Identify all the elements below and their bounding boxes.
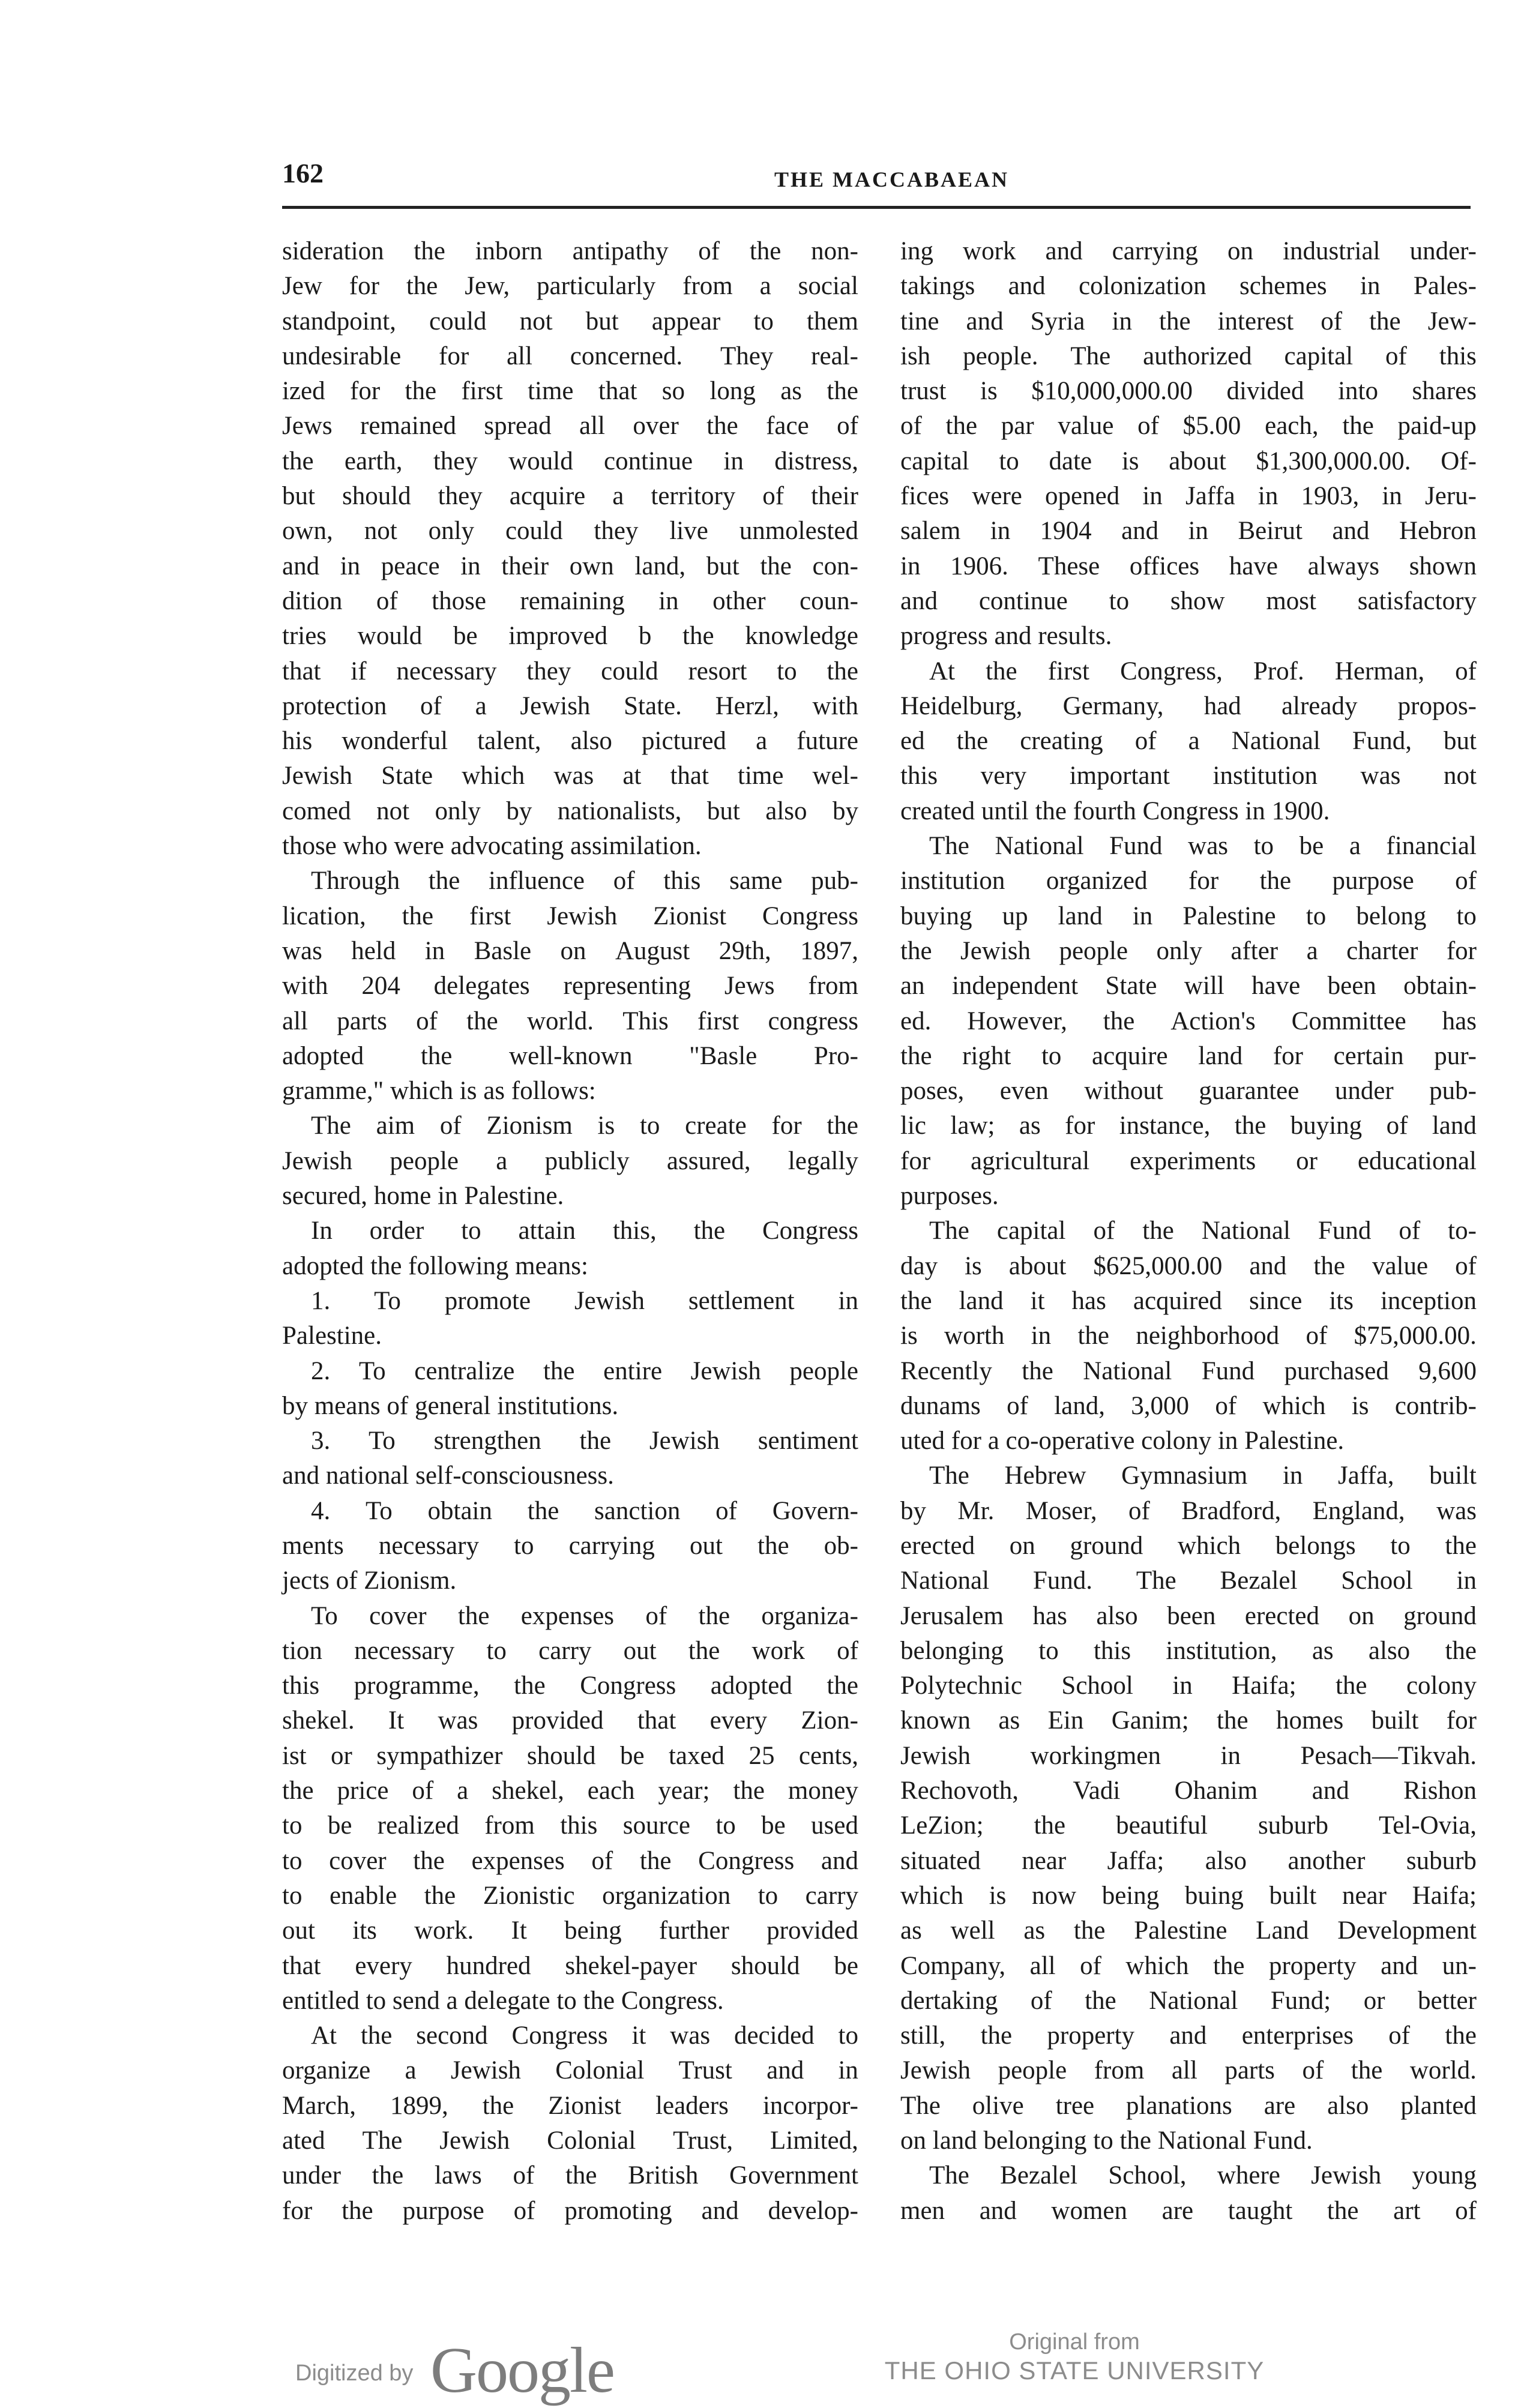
text-line: sideration the inborn antipathy of the non- — [282, 237, 858, 265]
text-line: this programme, the Congress adopted the — [282, 1672, 858, 1700]
text-line: to enable the Zionistic organization to carry — [282, 1881, 858, 1910]
text-line: with 204 delegates representing Jews from — [282, 972, 858, 1001]
text-line: Jewish people a publicly assured, legally — [282, 1146, 858, 1175]
text-line: tine and Syria in the interest of the Jew- — [900, 307, 1477, 336]
text-line: Jews remained spread all over the face of — [282, 412, 858, 441]
text-line: LeZion; the beautiful suburb Tel-Ovia, — [900, 1811, 1477, 1840]
text-line: tion necessary to carry out the work of — [282, 1636, 858, 1665]
text-line: day is about $625,000.00 and the value of — [900, 1251, 1477, 1280]
text-line: shekel. It was provided that every Zion- — [282, 1706, 858, 1735]
text-line: Palestine. — [282, 1322, 382, 1350]
digitized-by-label: Digitized by — [295, 2361, 414, 2386]
text-line: and in peace in their own land, but the con- — [282, 552, 858, 580]
text-line: is worth in the neighborhood of $75,000.00. — [900, 1322, 1477, 1350]
text-line: 4. To obtain the sanction of Govern- — [311, 1496, 858, 1525]
text-line: belonging to this institution, as also the — [900, 1636, 1477, 1665]
text-line: dertaking of the National Fund; or better — [900, 1986, 1477, 2015]
text-line: the price of a shekel, each year; the money — [282, 1777, 858, 1805]
text-line: jects of Zionism. — [282, 1567, 457, 1595]
text-line: adopted the well-known "Basle Pro- — [282, 1041, 858, 1070]
text-line: ated The Jewish Colonial Trust, Limited, — [282, 2127, 858, 2155]
text-line: Recently the National Fund purchased 9,600 — [900, 1356, 1477, 1385]
text-line: by means of general institutions. — [282, 1391, 619, 1420]
text-line: dunams of land, 3,000 of which is contrib- — [900, 1391, 1477, 1420]
text-line: Jew for the Jew, particularly from a social — [282, 272, 858, 301]
text-line: National Fund. The Bezalel School in — [900, 1567, 1477, 1595]
text-line: poses, even without guarantee under pub- — [900, 1077, 1477, 1106]
text-line: ed the creating of a National Fund, but — [900, 727, 1477, 756]
text-line: To cover the expenses of the organiza- — [311, 1601, 858, 1630]
text-line: but should they acquire a territory of their — [282, 482, 858, 511]
text-line: Jewish workingmen in Pesach—Tikvah. — [900, 1741, 1477, 1770]
text-line: Through the influence of this same pub- — [311, 867, 858, 895]
text-line: undesirable for all concerned. They real- — [282, 342, 858, 370]
text-line: The capital of the National Fund of to- — [929, 1217, 1477, 1245]
text-line: 1. To promote Jewish settlement in — [311, 1286, 858, 1315]
text-line: standpoint, could not but appear to them — [282, 307, 858, 336]
text-line: entitled to send a delegate to the Congress. — [282, 1986, 724, 2015]
text-line: The olive tree planations are also planted — [900, 2091, 1477, 2120]
text-line: adopted the following means: — [282, 1251, 588, 1280]
text-line: to be realized from this source to be used — [282, 1811, 858, 1840]
text-line: tries would be improved b the knowledge — [282, 622, 858, 651]
text-line: erected on ground which belongs to the — [900, 1531, 1477, 1560]
text-line: this very important institution was not — [900, 762, 1477, 790]
original-from-label: Original from — [1009, 2329, 1140, 2355]
text-line: lication, the first Jewish Zionist Congress — [282, 901, 858, 930]
text-line: was held in Basle on August 29th, 1897, — [282, 936, 858, 965]
text-line: trust is $10,000,000.00 divided into shares — [900, 377, 1477, 406]
text-line: his wonderful talent, also pictured a future — [282, 727, 858, 756]
text-line: created until the fourth Congress in 1900. — [900, 796, 1330, 825]
text-line: that if necessary they could resort to the — [282, 657, 858, 685]
text-line: The Hebrew Gymnasium in Jaffa, built — [929, 1461, 1477, 1490]
text-line: Jerusalem has also been erected on ground — [900, 1601, 1477, 1630]
text-line: own, not only could they live unmolested — [282, 517, 858, 546]
text-line: out its work. It being further provided — [282, 1916, 858, 1945]
text-line: Heidelburg, Germany, had already propos- — [900, 691, 1477, 720]
text-line: uted for a co-operative colony in Palestine. — [900, 1427, 1345, 1455]
text-line: under the laws of the British Government — [282, 2161, 858, 2190]
text-line: and national self-consciousness. — [282, 1461, 614, 1490]
text-line: Jewish people from all parts of the world. — [900, 2056, 1477, 2085]
text-line: comed not only by nationalists, but also by — [282, 796, 858, 825]
text-line: secured, home in Palestine. — [282, 1182, 564, 1211]
text-line: ments necessary to carrying out the ob- — [282, 1531, 858, 1560]
page-header — [282, 157, 1471, 205]
text-line: for agricultural experiments or educational — [900, 1146, 1477, 1175]
text-line: the Jewish people only after a charter for — [900, 936, 1477, 965]
text-line: 2. To centralize the entire Jewish people — [311, 1356, 858, 1385]
text-line: At the first Congress, Prof. Herman, of — [929, 657, 1477, 685]
text-line: still, the property and enterprises of the — [900, 2021, 1477, 2050]
text-line: institution organized for the purpose of — [900, 867, 1477, 895]
text-line: which is now being buing built near Haifa; — [900, 1881, 1477, 1910]
text-line: salem in 1904 and in Beirut and Hebron — [900, 517, 1477, 546]
text-line: ish people. The authorized capital of this — [900, 342, 1477, 370]
left-column — [282, 234, 858, 2229]
text-line: March, 1899, the Zionist leaders incorpor- — [282, 2091, 858, 2120]
text-line: men and women are taught the art of — [900, 2196, 1477, 2225]
text-line: gramme," which is as follows: — [282, 1077, 596, 1106]
text-line: ist or sympathizer should be taxed 25 cents, — [282, 1741, 858, 1770]
text-line: The aim of Zionism is to create for the — [311, 1112, 858, 1140]
text-line: the land it has acquired since its inception — [900, 1286, 1477, 1315]
text-line: ed. However, the Action's Committee has — [900, 1007, 1477, 1035]
text-line: 3. To strengthen the Jewish sentiment — [311, 1427, 858, 1455]
text-line: in 1906. These offices have always shown — [900, 552, 1477, 580]
text-line: purposes. — [900, 1182, 999, 1211]
header-rule — [282, 206, 1471, 209]
right-column — [900, 234, 1477, 2229]
text-line: Jewish State which was at that time wel- — [282, 762, 858, 790]
text-line: on land belonging to the National Fund. — [900, 2127, 1313, 2155]
text-line: all parts of the world. This first congress — [282, 1007, 858, 1035]
text-line: lic law; as for instance, the buying of land — [900, 1112, 1477, 1140]
text-line: Company, all of which the property and un- — [900, 1951, 1477, 1980]
text-line: situated near Jaffa; also another suburb — [900, 1846, 1477, 1875]
text-line: buying up land in Palestine to belong to — [900, 901, 1477, 930]
text-line: takings and colonization schemes in Pales- — [900, 272, 1477, 301]
text-line: The Bezalel School, where Jewish young — [929, 2161, 1477, 2190]
text-line: The National Fund was to be a financial — [929, 832, 1477, 861]
text-line: organize a Jewish Colonial Trust and in — [282, 2056, 858, 2085]
text-line: those who were advocating assimilation. — [282, 832, 702, 861]
text-line: for the purpose of promoting and develop- — [282, 2196, 858, 2225]
running-head: THE MACCABAEAN — [774, 167, 1010, 191]
text-line: progress and results. — [900, 622, 1112, 651]
text-line: the right to acquire land for certain pur- — [900, 1041, 1477, 1070]
text-line: Polytechnic School in Haifa; the colony — [900, 1672, 1477, 1700]
text-line: the earth, they would continue in distress, — [282, 447, 858, 475]
text-line: of the par value of $5.00 each, the paid-up — [900, 412, 1477, 441]
text-line: to cover the expenses of the Congress and — [282, 1846, 858, 1875]
text-line: ized for the first time that so long as the — [282, 377, 858, 406]
text-line: known as Ein Ganim; the homes built for — [900, 1706, 1477, 1735]
text-line: Rechovoth, Vadi Ohanim and Rishon — [900, 1777, 1477, 1805]
page-number: 162 — [282, 158, 324, 188]
google-logo: Google — [430, 2335, 614, 2406]
text-line: At the second Congress it was decided to — [311, 2021, 858, 2050]
text-line: dition of those remaining in other coun- — [282, 586, 858, 615]
text-line: In order to attain this, the Congress — [311, 1217, 858, 1245]
text-line: an independent State will have been obtain- — [900, 972, 1477, 1001]
text-line: fices were opened in Jaffa in 1903, in Jeru- — [900, 482, 1477, 511]
text-line: capital to date is about $1,300,000.00. Of- — [900, 447, 1477, 475]
library-attribution — [864, 2329, 1285, 2386]
text-line: as well as the Palestine Land Development — [900, 1916, 1477, 1945]
university-name: THE OHIO STATE UNIVERSITY — [884, 2356, 1265, 2385]
text-line: and continue to show most satisfactory — [900, 586, 1477, 615]
text-line: ing work and carrying on industrial under- — [900, 237, 1477, 265]
text-line: by Mr. Moser, of Bradford, England, was — [900, 1496, 1477, 1525]
text-line: protection of a Jewish State. Herzl, with — [282, 691, 858, 720]
text-line: that every hundred shekel-payer should be — [282, 1951, 858, 1980]
